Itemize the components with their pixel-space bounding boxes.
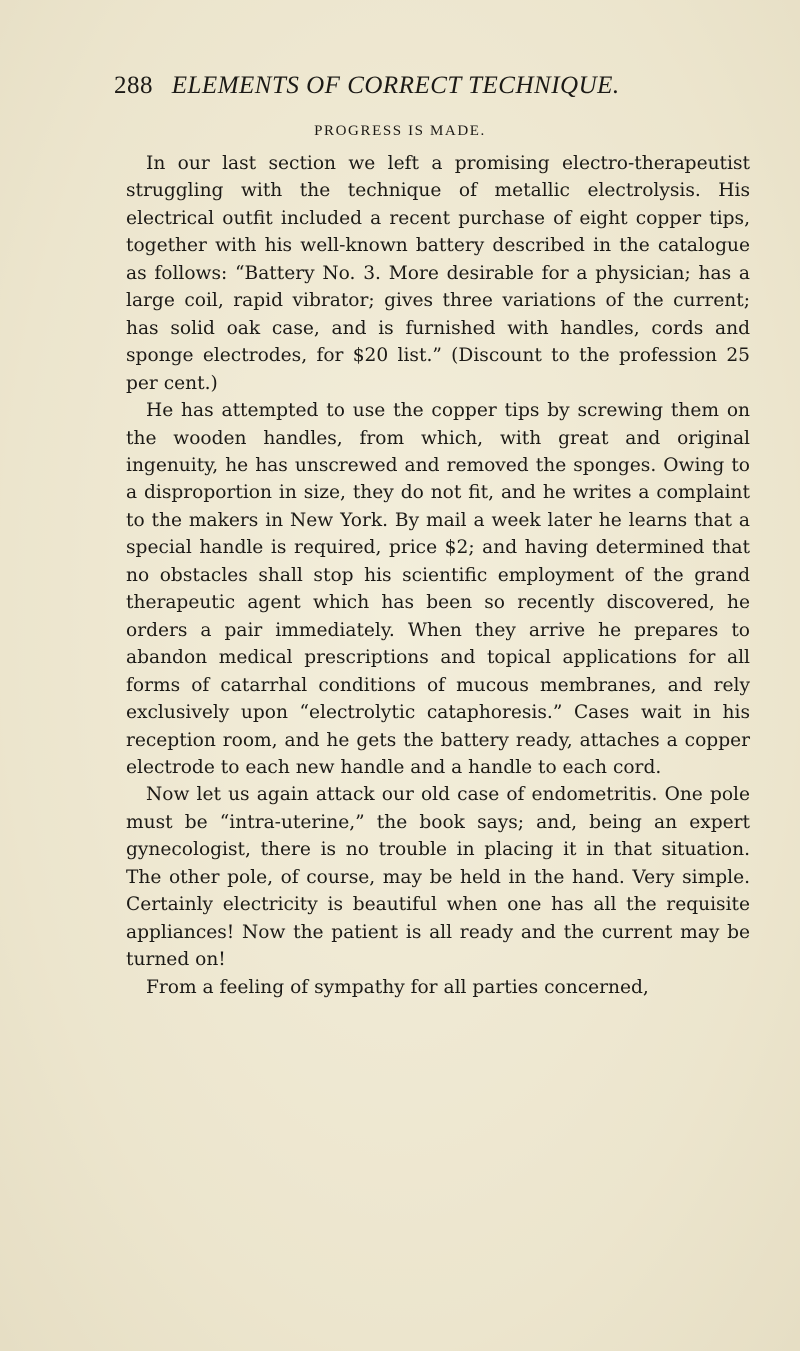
running-head	[114, 72, 754, 100]
paragraph-1: In our last section we left a promising electro-therapeutist struggling with the technique of metallic electrolysis. His electrical outfit included a recent purchase of eight copper tips, together with his well-known battery described in the catalogue as follows: “Battery No. 3. More desirable for a physician; has a large coil, rapid vibrator; gives three variations of the current; has solid oak case, and is furnished with handles, cords and sponge electrodes, for $20 list.” (Discount to the profession 25 per cent.)	[126, 153, 750, 394]
paragraph-3: Now let us again attack our old case of endometritis. One pole must be “intra-uterine,” the book says; and, being an expert gynecologist, there is no trouble in placing it in that situation. The other pole, of course, may be held in the hand. Very simple. Certainly electricity is beautiful when one has all the requisite appliances! Now the patient is all ready and the current may be turned on!	[126, 784, 750, 971]
paragraph-4: From a feeling of sympathy for all parties concerned,	[146, 976, 649, 998]
page-number: 288	[114, 72, 153, 99]
chapter-title: ELEMENTS OF CORRECT TECHNIQUE.	[171, 72, 620, 99]
paragraph-2: He has attempted to use the copper tips by screwing them on the wooden handles, from which, with great and original ingenuity, he has unscrewed and removed the sponges. Owing to a disproportion in size, they do not fit, and he writes a complaint to the makers in New York. By mail a week later he learns that a special handle is required, price $2; and having determined that no obstacles shall stop his scientific employment of the grand therapeutic agent which has been so recently discovered, he orders a pair immediately. When they arrive he prepares to abandon medical prescriptions and topical applications for all forms of catarrhal conditions of mucous membranes, and rely exclusively upon “electrolytic cataphoresis.” Cases wait in his reception room, and he gets the battery ready, attaches a copper electrode to each new handle and a handle to each cord.	[126, 400, 750, 778]
section-heading: PROGRESS IS MADE.	[314, 123, 486, 139]
body-text	[126, 150, 750, 1001]
